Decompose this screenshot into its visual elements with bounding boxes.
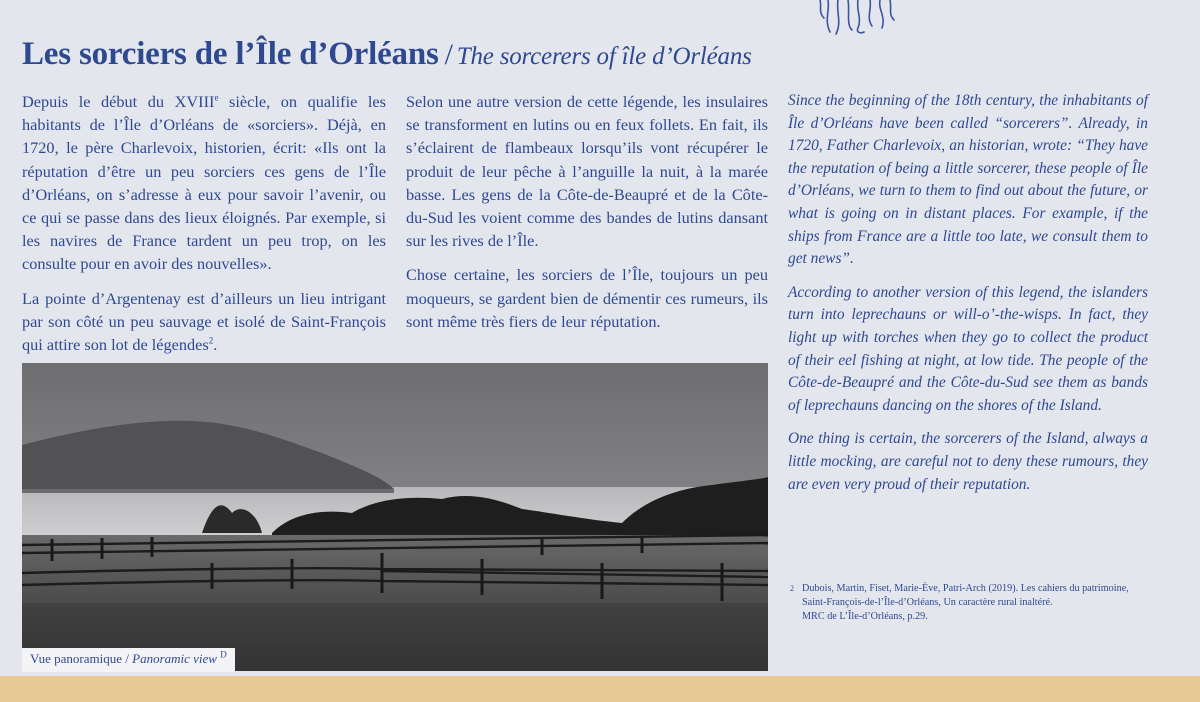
title-french: Les sorciers de l’Île d’Orléans bbox=[22, 36, 439, 72]
paragraph-text: La pointe d’Argentenay est d’ailleurs un lieu intrigant par son côté un peu sauvage et isolé de Saint-François qui attire son lot de légendes bbox=[22, 288, 386, 355]
wooden-frame-edge bbox=[0, 676, 1200, 702]
paragraph: According to another version of this legend, the islanders turn into leprechauns or will-o’-the-wisps. In fact, they light up with torches when they go to collect the product of their eel fishing at night, at low tide. The people of the Côte-de-Beaupré and the Côte-du-Sud see them as bands of leprechauns dancing on the shores of the Island. bbox=[788, 283, 1148, 414]
caption-ref: D bbox=[220, 649, 227, 660]
paragraph: Selon une autre version de cette légende, les insulaires se transforment en lutins ou en feux follets. En fait, ils s’éclairent de flambeaux lorsqu’ils vont récupérer le produit de leur pêche à l’anguille la nuit, à la marée basse. Les gens de la Côte-de-Beaupré et de la Côte-du-Sud les voient comme des bandes de lutins dansant sur les rives de l’Île. bbox=[406, 92, 768, 251]
paragraph: One thing is certain, the sorcerers of the Island, always a little mocking, are careful not to deny these rumours, they are even very proud of their reputation. bbox=[788, 430, 1148, 493]
caption-separator: / bbox=[122, 651, 133, 666]
footnote-line: MRC de L’Île-d’Orléans, p.29. bbox=[802, 611, 928, 622]
paragraph: Since the beginning of the 18th century, the inhabitants of Île d’Orléans have been called “sorcerers”. Already, in 1720, Father Charlevoix, an historian, wrote: “They have the reputation of being a little sorcerer, these people of Île d’Orléans, we turn to them to find out about the future, or what is going on in distant places. For example, if the ships from France are a little too late, we consult them to get news”. bbox=[788, 92, 1148, 268]
english-column bbox=[788, 90, 1148, 507]
footnote-ref: 2 bbox=[208, 335, 214, 346]
footnote bbox=[790, 582, 1150, 624]
ordinal-superscript: e bbox=[214, 92, 219, 103]
french-column-2 bbox=[406, 90, 768, 344]
landscape-photo-image bbox=[22, 363, 768, 671]
paragraph: Depuis le début du XVIIIe siècle, on qualifie les habitants de l’Île d’Orléans de «sorciers». Déjà, en 1720, le père Charlevoix, historien, écrit: «Ils ont la réputation d’être un peu sorciers ces gens de l’Île d’Orléans, on s’adresse à eux pour savoir l’avenir, ou ce qui se passe dans des lieux éloignés. Par exemple, si les navires de France tardent un peu trop, on les consulte pour en avoir des nouvelles». bbox=[22, 92, 386, 274]
photo-caption bbox=[22, 648, 235, 672]
paragraph: La pointe d’Argentenay est d’ailleurs un lieu intrigant par son côté un peu sauvage et isolé de Saint-François qui attire son lot de légendes$^2$. bbox=[22, 288, 386, 355]
panoramic-photo bbox=[22, 363, 768, 671]
title-separator: / bbox=[444, 38, 453, 71]
decorative-ornament-icon bbox=[800, 0, 910, 38]
footnote-line: Saint-François-de-l’Île-d’Orléans, Un caractère rural inaltéré. bbox=[802, 597, 1053, 608]
page-title bbox=[22, 36, 752, 73]
footnote-number: 2 bbox=[790, 584, 794, 593]
footnote-line: Dubois, Martin, Fiset, Marie-Ève, Patri-Arch (2019). Les cahiers du patrimoine, bbox=[802, 583, 1129, 594]
french-column-1 bbox=[22, 90, 386, 367]
caption-english: Panoramic view bbox=[132, 651, 217, 666]
caption-french: Vue panoramique bbox=[30, 651, 122, 666]
paragraph: Chose certaine, les sorciers de l’Île, toujours un peu moqueurs, se gardent bien de démentir ces rumeurs, ils sont même très fiers de leur réputation. bbox=[406, 265, 768, 331]
title-english: The sorcerers of île d’Orléans bbox=[456, 43, 752, 70]
